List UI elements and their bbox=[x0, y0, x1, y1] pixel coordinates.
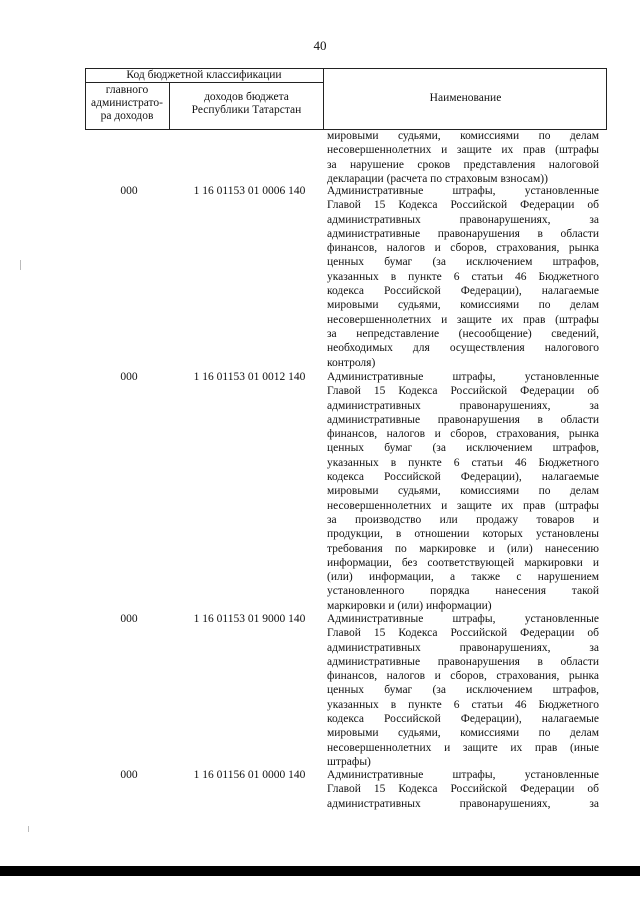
admin-code: 000 bbox=[120, 769, 138, 781]
row-name: мировыми судьями, комиссиями по делам несовершеннолетних и защите их прав (штрафы за нарушение сроков представления налоговой декларации (расчета по страховым взносам)) bbox=[327, 130, 599, 185]
header-name-col: Наименование bbox=[429, 92, 502, 104]
header-income-col: доходов бюджета Республики Татарстан bbox=[191, 91, 302, 116]
scan-artifact bbox=[20, 260, 21, 270]
scan-artifact bbox=[28, 826, 29, 832]
income-code: 1 16 01153 01 0006 140 bbox=[193, 185, 306, 197]
header-group-title: Код бюджетной классификации bbox=[126, 69, 282, 81]
income-code: 1 16 01153 01 0012 140 bbox=[193, 371, 306, 383]
income-code: 1 16 01153 01 9000 140 bbox=[193, 613, 306, 625]
row-name: Административные штрафы, установленные Главой 15 Кодекса Российской Федерации об административных правонарушениях, за административные правонарушения в области финансов, налогов и сборов, страхования, рынка ценных бумаг (за исключением штрафов, указанных в пункте 6 статьи 46 Бюджетного кодекса Российской Федерации), налагаемые мировыми судьями, комиссиями по делам несовершеннолетних и защите их прав (штрафы за производство или продажу товаров и продукции, в отношении которых установлены требования по маркировке и (или) нанесению информации, без соответствующей маркировки и (или) информации, а также с нарушением установленного порядка нанесения такой маркировки и (или) информации) bbox=[327, 371, 599, 612]
row-name: Административные штрафы, установленные Главой 15 Кодекса Российской Федерации об административных правонарушениях, за административные правонарушения в области финансов, налогов и сборов, страхования, рынка ценных бумаг (за исключением штрафов, указанных в пункте 6 статьи 46 Бюджетного кодекса Российской Федерации), налагаемые мировыми судьями, комиссиями по делам несовершеннолетних и защите их прав (штрафы за непредставление (несообщение) сведений, необходимых для осуществления налогового контроля) bbox=[327, 185, 599, 369]
scan-bottom-bar bbox=[0, 866, 640, 876]
admin-code: 000 bbox=[120, 185, 138, 197]
row-name: Административные штрафы, установленные Главой 15 Кодекса Российской Федерации об административных правонарушениях, за административные правонарушения в области финансов, налогов и сборов, страхования, рынка ценных бумаг (за исключением штрафов, указанных в пункте 6 статьи 46 Бюджетного кодекса Российской Федерации), налагаемые мировыми судьями, комиссиями по делам несовершеннолетних и защите их прав (иные штрафы) bbox=[327, 613, 599, 768]
row-name: Административные штрафы, установленные Главой 15 Кодекса Российской Федерации об административных правонарушениях, за bbox=[327, 769, 599, 810]
page-number: 40 bbox=[313, 38, 327, 53]
header-admin-col: главного администрато- ра доходов bbox=[91, 84, 163, 122]
table-header bbox=[85, 68, 607, 130]
admin-code: 000 bbox=[120, 371, 138, 383]
income-code: 1 16 01156 01 0000 140 bbox=[193, 769, 306, 781]
admin-code: 000 bbox=[120, 613, 138, 625]
